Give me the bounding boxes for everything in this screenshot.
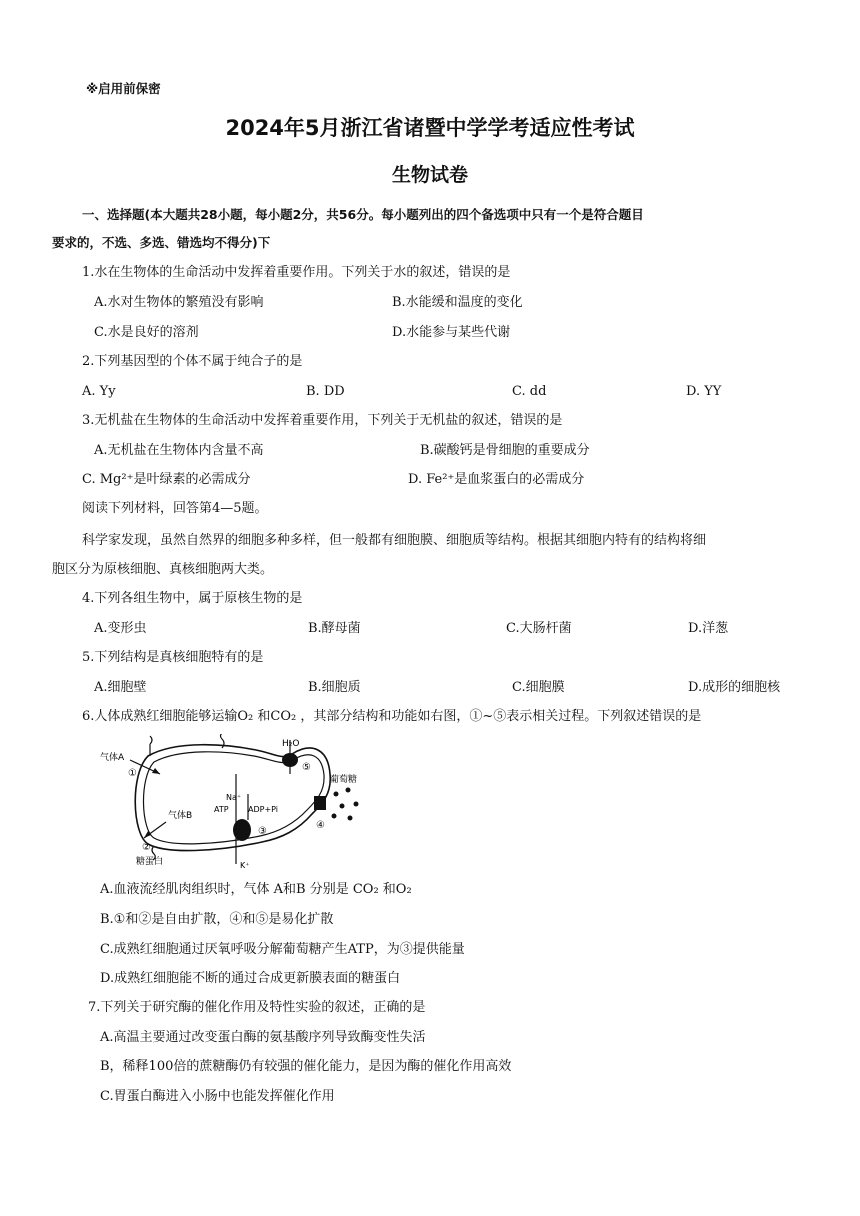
question-5-stem: 5.下列结构是真核细胞特有的是 (82, 650, 264, 665)
exam-title: 2024年5月浙江省诸暨中学学考适应性考试 (225, 116, 635, 140)
question-4-option-b: B.酵母菌 (308, 621, 361, 636)
glycoprotein-label: 糖蛋白 (136, 857, 164, 867)
question-3-stem: 3.无机盐在生物体的生命活动中发挥着重要作用，下列关于无机盐的叙述，错误的是 (82, 413, 563, 428)
question-7-option-c: C.胃蛋白酶进入小肠中也能发挥催化作用 (100, 1089, 335, 1104)
sodium-label: Na⁺ (226, 793, 242, 802)
circle-2-label: ② (142, 842, 151, 853)
question-2-option-c: C. dd (512, 384, 547, 399)
question-6-option-c: C.成熟红细胞通过厌氧呼吸分解葡萄糖产生ATP，为③提供能量 (100, 942, 465, 957)
section-instruction-line1: 一、选择题(本大题共28小题，每小题2分，共56分。每小题列出的四个备选项中只有一个是符合题目 (82, 207, 644, 222)
exam-subtitle: 生物试卷 (391, 164, 468, 186)
question-6-stem: 6.人体成熟红细胞能够运输O₂ 和CO₂ ，其部分结构和功能如右图，①~⑤表示相关过程。下列叙述错误的是 (82, 709, 702, 724)
glucose-transporter-icon (314, 796, 326, 810)
glucose-dot (354, 802, 359, 807)
question-1-option-a: A.水对生物体的繁殖没有影响 (94, 295, 264, 310)
potassium-label: K⁺ (240, 861, 250, 870)
question-1-stem: 1.水在生物体的生命活动中发挥着重要作用。下列关于水的叙述，错误的是 (82, 265, 511, 280)
question-7-stem: 7.下列关于研究酶的催化作用及特性实验的叙述，正确的是 (88, 1000, 426, 1015)
atp-label: ATP (214, 805, 229, 814)
circle-4-label: ④ (316, 820, 325, 831)
question-3-option-a: A.无机盐在生物体内含量不高 (94, 443, 264, 458)
question-1-option-b: B.水能缓和温度的变化 (392, 295, 523, 310)
question-5-option-a: A.细胞壁 (94, 680, 147, 695)
question-3-option-c: C. Mg²⁺是叶绿素的必需成分 (82, 472, 251, 487)
glucose-dot (348, 816, 353, 821)
question-5-option-d: D.成形的细胞核 (688, 680, 781, 695)
question-5-option-b: B.细胞质 (308, 680, 361, 695)
question-1-option-d: D.水能参与某些代谢 (392, 325, 511, 340)
question-3-option-d: D. Fe²⁺是血浆蛋白的必需成分 (408, 472, 585, 487)
circle-5-label: ⑤ (302, 762, 311, 773)
question-4-stem: 4.下列各组生物中，属于原核生物的是 (82, 591, 303, 606)
question-2-stem: 2.下列基因型的个体不属于纯合子的是 (82, 354, 303, 369)
reading-intro: 阅读下列材料，回答第4—5题。 (82, 501, 268, 516)
question-5-option-c: C.细胞膜 (512, 680, 565, 695)
red-blood-cell-diagram (96, 734, 368, 872)
question-6-option-b: B.①和②是自由扩散，④和⑤是易化扩散 (100, 912, 334, 927)
section-instruction-line2: 要求的，不选、多选、错选均不得分)下 (52, 235, 271, 250)
question-4-option-a: A.变形虫 (94, 621, 147, 636)
question-2-option-d: D. YY (686, 384, 722, 399)
adp-label: ADP+Pi (248, 805, 279, 814)
glucose-dot (340, 804, 345, 809)
gas-a-label: 气体A (100, 753, 125, 763)
circle-3-label: ③ (258, 826, 267, 837)
question-7-option-a: A.高温主要通过改变蛋白酶的氨基酸序列导致酶变性失活 (100, 1030, 426, 1045)
glycoprotein-top-left (150, 736, 152, 756)
water-label: H₂O (282, 739, 300, 749)
gas-b-label: 气体B (168, 811, 193, 821)
question-2-option-b: B. DD (306, 384, 345, 399)
glucose-dot (334, 792, 339, 797)
question-6-option-a: A.血液流经肌肉组织时，气体 A和B 分别是 CO₂ 和O₂ (100, 882, 412, 897)
question-6-option-d: D.成熟红细胞能不断的通过合成更新膜表面的糖蛋白 (100, 971, 401, 986)
question-3-option-b: B.碳酸钙是骨细胞的重要成分 (420, 443, 590, 458)
question-4-option-d: D.洋葱 (688, 621, 729, 636)
circle-1-label: ① (128, 768, 137, 779)
question-2-option-a: A. Yy (82, 384, 116, 399)
reading-paragraph-line2: 胞区分为原核细胞、真核细胞两大类。 (52, 562, 274, 577)
glucose-dot (346, 788, 351, 793)
reading-paragraph-line1: 科学家发现，虽然自然界的细胞多种多样，但一般都有细胞膜、细胞质等结构。根据其细胞内特有的结构将细 (82, 533, 707, 548)
confidential-note: ※启用前保密 (86, 81, 161, 96)
glucose-dot (332, 814, 337, 819)
question-7-option-b: B，稀释100倍的蔗糖酶仍有较强的催化能力，是因为酶的催化作用高效 (100, 1059, 512, 1074)
question-1-option-c: C.水是良好的溶剂 (94, 325, 199, 340)
question-4-option-c: C.大肠杆菌 (506, 621, 572, 636)
glucose-label: 葡萄糖 (330, 775, 358, 785)
